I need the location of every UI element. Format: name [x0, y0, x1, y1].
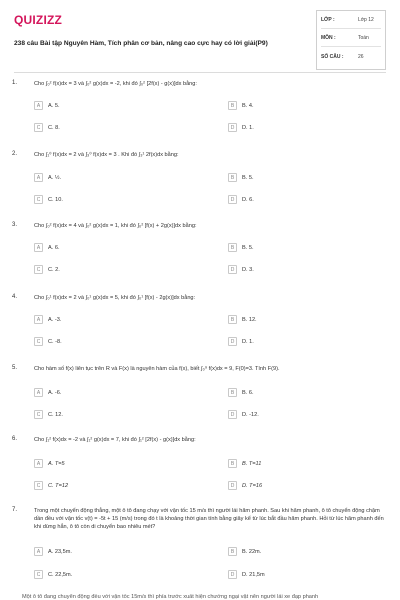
worksheet-meta-box	[316, 10, 386, 70]
option-text: C. 8.	[48, 124, 60, 131]
option-c[interactable]	[34, 265, 194, 275]
worksheet-title: 238 câu Bài tập Nguyên Hàm, Tích phân cơ bản, nâng cao cực hay có lời giải(P9)	[14, 40, 268, 47]
option-text: C. -8.	[48, 338, 62, 345]
next-question-cut-text: Một ô tô đang chuyển động đều với vận tốc 15m/s thì phía trước xuất hiện chướng ngại vật nên người lái xe đạp phanh	[22, 594, 319, 600]
option-text: B. 12.	[242, 316, 257, 323]
question-5	[12, 365, 388, 423]
option-b[interactable]	[228, 547, 378, 557]
option-text: A. 5.	[48, 102, 60, 109]
option-text: B. 6.	[242, 389, 254, 396]
question-number: 7.	[12, 507, 18, 513]
option-letter-box[interactable]: B	[228, 101, 237, 110]
meta-count-label: SỐ CÂU :	[321, 54, 344, 60]
question-4	[12, 294, 388, 352]
option-letter-box[interactable]: A	[34, 459, 43, 468]
option-letter-box[interactable]: C	[34, 123, 43, 132]
option-letter-box[interactable]: D	[228, 265, 237, 274]
option-letter-box[interactable]: C	[34, 337, 43, 346]
option-b[interactable]	[228, 101, 378, 111]
question-text: Cho ∫₀² f(x)dx = 4 và ∫₀² g(x)dx = 1, khi đó ∫₀² [f(x) + 2g(x)]dx bằng:	[34, 223, 197, 229]
option-text: A. -3.	[48, 316, 62, 323]
option-a[interactable]	[34, 173, 194, 183]
meta-class-row	[321, 11, 381, 29]
meta-count-row	[321, 48, 381, 65]
question-6	[12, 436, 388, 494]
option-text: A. T=5	[48, 460, 65, 467]
option-b[interactable]	[228, 459, 378, 469]
option-d[interactable]	[228, 570, 378, 580]
option-text: D. 21,5m	[242, 571, 265, 578]
meta-subject-label: MÔN :	[321, 35, 336, 41]
option-letter-box[interactable]: C	[34, 195, 43, 204]
option-text: D. T=16	[242, 482, 263, 489]
option-a[interactable]	[34, 459, 194, 469]
option-text: B. 22m.	[242, 548, 262, 555]
meta-subject-value: Toán	[358, 35, 369, 41]
option-d[interactable]	[228, 265, 378, 275]
option-b[interactable]	[228, 315, 378, 325]
option-text: B. 5.	[242, 244, 254, 251]
option-b[interactable]	[228, 388, 378, 398]
quizizz-logo: QUIZIZZ	[14, 13, 63, 27]
option-a[interactable]	[34, 388, 194, 398]
option-letter-box[interactable]: D	[228, 195, 237, 204]
option-letter-box[interactable]: B	[228, 388, 237, 397]
option-d[interactable]	[228, 481, 378, 491]
option-letter-box[interactable]: B	[228, 243, 237, 252]
worksheet-header	[14, 10, 386, 68]
option-text: A. 6.	[48, 244, 60, 251]
question-text: Trong một chuyển động thẳng, một ô tô đang chạy với vận tốc 15 m/s thì người lái hãm phanh. Sau khi hãm phanh, ô tô chuyển động chậm dần đều với vận tốc v(t) = -5t + 15 (m/s) trong đó t là khoảng thời gian tính bằng giây kể từ lúc bắt đầu hãm phanh. Hỏi từ lúc hãm phanh đến khi dừng hẳn, ô tô còn di chuyển bao nhiêu mét?	[34, 508, 384, 530]
option-text: D. 1.	[242, 338, 254, 345]
option-text: C. 2.	[48, 266, 60, 273]
option-text: A. -6.	[48, 389, 62, 396]
question-number: 3.	[12, 222, 18, 228]
option-letter-box[interactable]: C	[34, 481, 43, 490]
option-c[interactable]	[34, 195, 194, 205]
option-letter-box[interactable]: D	[228, 123, 237, 132]
option-d[interactable]	[228, 410, 378, 420]
option-b[interactable]	[228, 173, 378, 183]
option-letter-box[interactable]: A	[34, 173, 43, 182]
option-d[interactable]	[228, 195, 378, 205]
option-c[interactable]	[34, 481, 194, 491]
option-letter-box[interactable]: C	[34, 410, 43, 419]
option-letter-box[interactable]: A	[34, 547, 43, 556]
question-7	[12, 507, 388, 591]
question-number: 2.	[12, 151, 18, 157]
option-letter-box[interactable]: C	[34, 570, 43, 579]
option-a[interactable]	[34, 547, 194, 557]
question-number: 4.	[12, 294, 18, 300]
option-text: C. 12.	[48, 411, 63, 418]
option-a[interactable]	[34, 315, 194, 325]
option-c[interactable]	[34, 570, 194, 580]
option-text: B. 5.	[242, 174, 254, 181]
question-3	[12, 222, 388, 280]
option-text: D. 6.	[242, 196, 254, 203]
option-text: D. 3.	[242, 266, 254, 273]
option-letter-box[interactable]: D	[228, 410, 237, 419]
option-text: B. 4.	[242, 102, 254, 109]
option-letter-box[interactable]: B	[228, 547, 237, 556]
option-letter-box[interactable]: A	[34, 388, 43, 397]
option-c[interactable]	[34, 410, 194, 420]
option-b[interactable]	[228, 243, 378, 253]
option-d[interactable]	[228, 123, 378, 133]
option-c[interactable]	[34, 123, 194, 133]
question-2	[12, 151, 388, 209]
option-text: A. ½.	[48, 174, 62, 181]
meta-count-value: 26	[358, 54, 364, 60]
question-text: Cho ∫₁² f(x)dx = -2 và ∫₁² g(x)dx = 7, khi đó ∫₁² [2f(x) - g(x)]dx bằng:	[34, 437, 196, 443]
question-text: Cho ∫₀² f(x)dx = 3 và ∫₀² g(x)dx = -2, khi đó ∫₀² [2f(x) - g(x)]dx bằng:	[34, 81, 197, 87]
question-number: 1.	[12, 80, 18, 86]
option-text: C. 10.	[48, 196, 63, 203]
option-text: C. T=12	[48, 482, 69, 489]
option-text: B. T=11	[242, 460, 262, 467]
option-text: D. -12.	[242, 411, 259, 418]
question-text: Cho ∫₀¹ f(x)dx = 2 và ∫₀¹ g(x)dx = 5, khi đó ∫₀¹ [f(x) - 2g(x)]dx bằng:	[34, 295, 196, 301]
option-letter-box[interactable]: D	[228, 570, 237, 579]
option-text: C. 22,5m.	[48, 571, 73, 578]
header-divider	[14, 72, 386, 73]
option-d[interactable]	[228, 337, 378, 347]
option-letter-box[interactable]: A	[34, 243, 43, 252]
option-letter-box[interactable]: D	[228, 337, 237, 346]
question-number: 6.	[12, 436, 18, 442]
meta-class-label: LỚP :	[321, 17, 335, 23]
option-letter-box[interactable]: D	[228, 481, 237, 490]
option-letter-box[interactable]: B	[228, 173, 237, 182]
meta-class-value: Lớp 12	[358, 17, 374, 23]
option-letter-box[interactable]: B	[228, 315, 237, 324]
question-text: Cho hàm số f(x) liên tục trên R và F(x) là nguyên hàm của f(x), biết ∫₀⁹ f(x)dx = 9, F(0)=3. Tính F(9).	[34, 366, 280, 372]
question-number: 5.	[12, 365, 18, 371]
question-1	[12, 80, 388, 138]
option-text: D. 1.	[242, 124, 254, 131]
option-letter-box[interactable]: A	[34, 101, 43, 110]
option-letter-box[interactable]: B	[228, 459, 237, 468]
option-a[interactable]	[34, 243, 194, 253]
option-text: A. 23,5m.	[48, 548, 72, 555]
question-text: Cho ∫₁⁰ f(x)dx = 2 và ∫₃⁰ f(x)dx = 3 . Khi đó ∫₃¹ 2f(x)dx bằng:	[34, 152, 179, 158]
option-letter-box[interactable]: A	[34, 315, 43, 324]
option-c[interactable]	[34, 337, 194, 347]
meta-subject-row	[321, 29, 381, 47]
option-letter-box[interactable]: C	[34, 265, 43, 274]
option-a[interactable]	[34, 101, 194, 111]
